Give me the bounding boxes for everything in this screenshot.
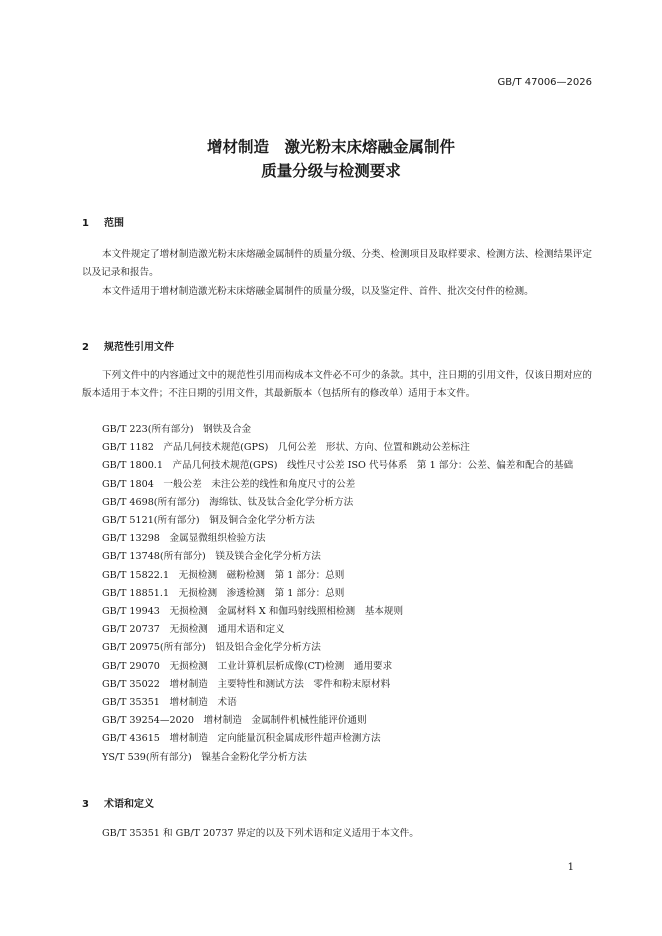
title-line-2: 质量分级与检测要求: [261, 162, 401, 180]
reference-item: GB/T 1804 一般公差 未注公差的线性和角度尺寸的公差: [102, 478, 356, 490]
section-heading-normative-references: [82, 338, 174, 353]
reference-item: GB/T 13748(所有部分) 镁及镁合金化学分析方法: [102, 551, 321, 563]
reference-item: GB/T 29070 无损检测 工业计算机层析成像(CT)检测 通用要求: [102, 660, 393, 672]
terms-intro: GB/T 35351 和 GB/T 20737 界定的以及下列术语和定义适用于本文件。: [102, 828, 419, 839]
section-number: 2: [82, 342, 89, 353]
document-title: [0, 135, 662, 183]
reference-list: [82, 421, 592, 767]
page-number: 1: [567, 862, 574, 873]
references-intro: 下列文件中的内容通过文中的规范性引用而构成本文件必不可少的条款。其中，注日期的引用文件，仅该日期对应的版本适用于本文件；不注日期的引用文件，其最新版本（包括所有的修改单）适用于本文件。: [82, 370, 592, 400]
reference-item: GB/T 20737 无损检测 通用术语和定义: [102, 624, 285, 636]
section-heading-terms-definitions: [82, 795, 154, 810]
standard-number: GB/T 47006—2026: [497, 77, 592, 88]
reference-item: GB/T 19943 无损检测 金属材料 X 和伽玛射线照相检测 基本规则: [102, 606, 404, 618]
reference-item: GB/T 35022 增材制造 主要特性和测试方法 零件和粉末原材料: [102, 678, 391, 690]
reference-item: GB/T 13298 金属显微组织检验方法: [102, 533, 266, 545]
reference-item: GB/T 35351 增材制造 术语: [102, 697, 237, 709]
reference-item: GB/T 1182 产品几何技术规范(GPS) 几何公差 形状、方向、位置和跳动公差标注: [102, 442, 470, 454]
scope-paragraph-1: 本文件规定了增材制造激光粉末床熔融金属制件的质量分级、分类、检测项目及取样要求、检测方法、检测结果评定以及记录和报告。: [82, 249, 592, 279]
section-title: 规范性引用文件: [104, 342, 174, 353]
section-title: 范围: [104, 218, 124, 229]
title-line-1: 增材制造 激光粉末床熔融金属制件: [206, 138, 455, 156]
reference-item: YS/T 539(所有部分) 镍基合金粉化学分析方法: [102, 751, 307, 763]
reference-item: GB/T 223(所有部分) 钢铁及合金: [102, 424, 252, 435]
section-number: 1: [82, 218, 89, 229]
section-heading-scope: [82, 214, 124, 229]
reference-item: GB/T 1800.1 产品几何技术规范(GPS) 线性尺寸公差 ISO 代号体系 第 1 部分：公差、偏差和配合的基础: [102, 460, 574, 472]
scope-paragraph-2: 本文件适用于增材制造激光粉末床熔融金属制件的质量分级，以及鉴定件、首件、批次交付件的检测。: [102, 286, 534, 297]
reference-item: GB/T 43615 增材制造 定向能量沉积金属成形件超声检测方法: [102, 733, 381, 745]
reference-item: GB/T 18851.1 无损检测 渗透检测 第 1 部分：总则: [102, 587, 345, 599]
reference-item: GB/T 15822.1 无损检测 磁粉检测 第 1 部分：总则: [102, 569, 345, 581]
section-title: 术语和定义: [104, 799, 154, 810]
reference-item: GB/T 4698(所有部分) 海绵钛、钛及钛合金化学分析方法: [102, 496, 354, 508]
reference-item: GB/T 20975(所有部分) 铝及铝合金化学分析方法: [102, 642, 321, 654]
section-number: 3: [82, 799, 89, 810]
reference-item: GB/T 5121(所有部分) 铜及铜合金化学分析方法: [102, 515, 315, 527]
reference-item: GB/T 39254—2020 增材制造 金属制件机械性能评价通则: [102, 715, 367, 727]
